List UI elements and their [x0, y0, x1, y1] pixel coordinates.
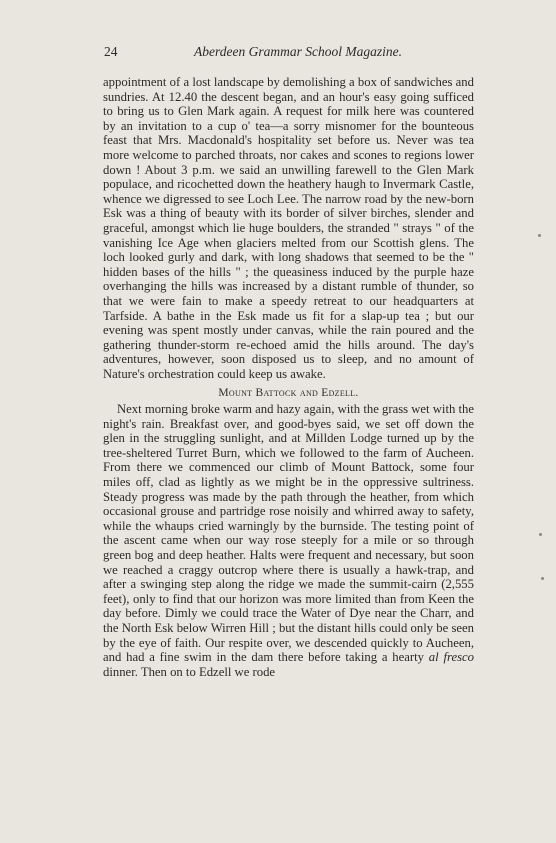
section-heading: Mount Battock and Edzell. [218, 387, 359, 400]
running-title: Aberdeen Grammar School Magazine. [194, 44, 402, 59]
article-body [103, 75, 474, 679]
page-number: 24 [104, 44, 118, 59]
margin-speck [538, 234, 541, 237]
paragraph-2 [103, 402, 474, 679]
paragraph-1: appointment of a lost landscape by demolishing a box of sandwiches and sundries. At 12.40 the descent began, and an hour's easy going sufficed to bring us to Glen Mark again. A request for milk here was countered by an invitation to a cup o' tea—a sorry misnomer for the bounteous feast that Mrs. Macdonald's hospitality set before us. Never was tea more welcome to parched throats, nor cakes and scones to regions lower down ! About 3 p.m. we said an unwilling farewell to the Glen Mark populace, and ricochetted down the heathery haugh to Invermark Castle, whence we digressed to see Loch Lee. The narrow road by the new-born Esk was a thing of beauty with its border of silver birches, slender and graceful, amongst which lie huge boulders, the stranded " strays " of the vanishing Ice Age when glaciers melted from our Scottish glens. The loch looked gurly and dark, with long shadows that seemed to be the " hidden bases of the hills " ; the queasiness induced by the purple haze overhanging the hills was increased by a distant rumble of thunder, so that we were fain to make a speedy retreat to our headquarters at Tarfside. A bathe in the Esk made us fit for a slap-up tea ; but our evening was spent mostly under canvas, while the rain poured and the gathering thunder-storm re-echoed amid the hills around. The day's adventures, however, soon disposed us to sleep, and no amount of Nature's orchestration could keep us awake. [103, 75, 474, 381]
paragraph-2-text: Next morning broke warm and hazy again, with the grass wet with the night's rain. Breakfast over, and good-byes said, we set off down the glen in the struggling sunlight, and at Millden Lodge turned up by the tree-sheltered Turret Burn, which we followed to the farm of Aucheen. From there we commenced our climb of Mount Battock, some four miles off, clad as lightly as we might be in the oppressive sultriness. Steady progress was made by the path through the heather, from which occasional grouse and partridge rose noisily and whirred away to safety, while the whaups cried warningly by the burnside. The testing point of the ascent came when our way rose steeply for a mile or so through green bog and deep heather. Halts were frequent and necessary, but soon we reached a craggy outcrop where there is usually a hawk-trap, and after a swinging step along the ridge we made the summit-cairn (2,555 feet), only to find that our horizon was more limited than from Keen the day before. Dimly we could trace the Water of Dye near the Charr, and the North Esk below Wirren Hill ; but the distant hills could only be seen by the eye of faith. Our respite over, we descended quickly to Aucheen, and had a fine swim in the dam there before taking a hearty [103, 402, 474, 665]
paragraph-2-tail: dinner. Then on to Edzell we rode [103, 664, 276, 679]
margin-speck [541, 577, 544, 580]
page-header [104, 44, 474, 64]
margin-speck [539, 533, 542, 536]
italic-phrase: al fresco [428, 650, 474, 665]
